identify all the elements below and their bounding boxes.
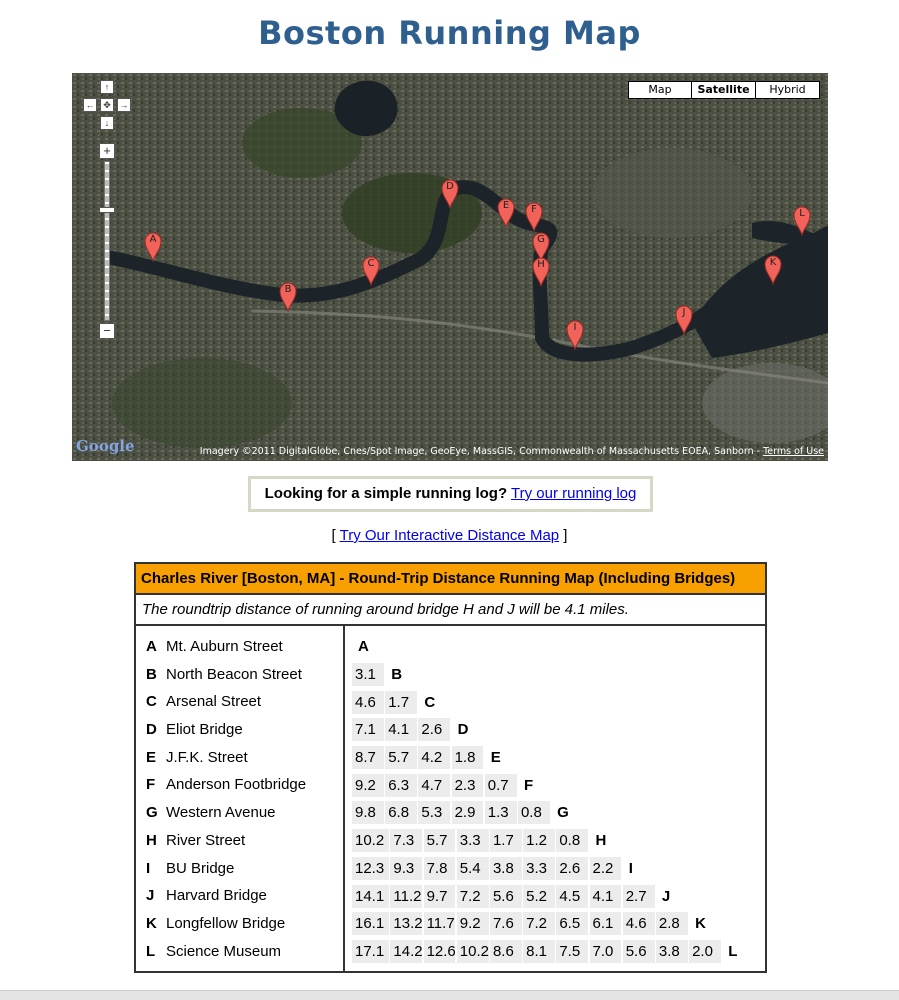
location-row: [146, 633, 306, 661]
marker-label: D: [446, 181, 454, 192]
map-marker-k[interactable]: [764, 255, 782, 285]
distance-cell: 5.6: [623, 940, 655, 963]
distance-cell: 4.6: [352, 691, 384, 714]
location-row: [146, 688, 306, 716]
distance-cell: 2.9: [452, 801, 484, 824]
location-row: [146, 771, 306, 799]
pan-right-icon[interactable]: →: [117, 98, 131, 112]
matrix-row: [352, 910, 755, 938]
map-marker-a[interactable]: [144, 232, 162, 262]
distance-cell: 2.8: [656, 912, 688, 935]
distance-cell: 9.2: [457, 912, 489, 935]
distance-cell: 4.1: [385, 718, 417, 741]
diagonal-letter: H: [595, 832, 607, 850]
location-row: [146, 855, 306, 883]
distance-cell: 11.7: [424, 912, 456, 935]
location-row: [146, 661, 306, 689]
map-marker-c[interactable]: [362, 256, 380, 286]
distance-table-note: The roundtrip distance of running around bridge H and J will be 4.1 miles.: [136, 595, 765, 626]
location-row: [146, 716, 306, 744]
distance-cell: 7.0: [590, 940, 622, 963]
location-letter: H: [146, 831, 157, 849]
bracket-close: ]: [563, 527, 568, 544]
map-marker-b[interactable]: [279, 282, 297, 312]
map-marker-i[interactable]: [566, 320, 584, 350]
distance-cell: 8.1: [523, 940, 555, 963]
running-log-link[interactable]: Try our running log: [511, 485, 637, 502]
map-type-hybrid-button[interactable]: Hybrid: [756, 81, 820, 99]
distance-cell: 13.2: [390, 912, 422, 935]
location-name: Eliot Bridge: [166, 721, 243, 739]
location-row: [146, 938, 306, 966]
distance-cell: 3.1: [352, 663, 384, 686]
distance-cell: 4.5: [556, 885, 588, 908]
diagonal-letter: E: [490, 749, 501, 767]
distance-cell: 5.2: [523, 885, 555, 908]
location-row: [146, 882, 306, 910]
location-letter: J: [146, 887, 155, 905]
distance-cell: 3.8: [656, 940, 688, 963]
location-name: Western Avenue: [166, 804, 276, 822]
location-name: River Street: [166, 831, 246, 849]
matrix-row: [352, 827, 755, 855]
distance-cell: 0.7: [485, 774, 517, 797]
location-letter: C: [146, 693, 157, 711]
map-type-map-button[interactable]: Map: [628, 81, 692, 99]
matrix-row: [352, 688, 755, 716]
location-name: Anderson Footbridge: [166, 776, 307, 794]
distance-cell: 2.6: [556, 857, 588, 880]
distance-cell: 12.3: [352, 857, 389, 880]
distance-cell: 1.7: [385, 691, 417, 714]
distance-cell: 14.1: [352, 885, 389, 908]
diagonal-letter: J: [661, 887, 671, 905]
distance-cell: 4.7: [418, 774, 450, 797]
marker-label: A: [149, 234, 157, 245]
matrix-row: [352, 771, 755, 799]
distance-cell: 6.5: [556, 912, 588, 935]
distance-cell: 9.8: [352, 801, 384, 824]
distance-cell: 7.1: [352, 718, 384, 741]
distance-cell: 17.1: [352, 940, 389, 963]
map-type-control: [628, 81, 820, 99]
marker-label: G: [537, 234, 545, 245]
running-log-promo: [248, 476, 653, 512]
map-marker-d[interactable]: [441, 179, 459, 209]
interactive-map-promo: [0, 527, 899, 544]
satellite-map[interactable]: [72, 73, 828, 461]
location-row: [146, 827, 306, 855]
location-list: [146, 633, 306, 965]
distance-cell: 0.8: [518, 801, 550, 824]
distance-table-header: Charles River [Boston, MA] - Round-Trip Distance Running Map (Including Bridges): [136, 564, 765, 595]
distance-cell: 0.8: [556, 829, 588, 852]
distance-cell: 5.3: [418, 801, 450, 824]
marker-label: J: [682, 307, 686, 318]
distance-cell: 2.7: [623, 885, 655, 908]
diagonal-letter: F: [523, 776, 534, 794]
map-marker-l[interactable]: [793, 206, 811, 236]
matrix-row: [352, 882, 755, 910]
pan-control: [80, 80, 134, 136]
distance-cell: 1.8: [452, 746, 484, 769]
google-logo[interactable]: Google: [76, 437, 135, 455]
distance-cell: 9.3: [390, 857, 422, 880]
distance-cell: 8.7: [352, 746, 384, 769]
marker-label: I: [573, 322, 577, 333]
distance-cell: 7.3: [390, 829, 422, 852]
location-letter: K: [146, 914, 157, 932]
distance-cell: 4.6: [623, 912, 655, 935]
location-letter: F: [146, 776, 156, 794]
location-name: North Beacon Street: [166, 665, 302, 683]
distance-cell: 7.6: [490, 912, 522, 935]
distance-cell: 10.2: [352, 829, 389, 852]
location-name: Longfellow Bridge: [166, 914, 286, 932]
distance-cell: 1.2: [523, 829, 555, 852]
diagonal-letter: D: [457, 721, 469, 739]
distance-cell: 8.6: [490, 940, 522, 963]
zoom-track[interactable]: [104, 161, 110, 321]
pan-left-icon[interactable]: ←: [83, 98, 97, 112]
diagonal-letter: A: [358, 638, 369, 656]
diagonal-letter: L: [728, 942, 738, 960]
diagonal-letter: G: [557, 804, 569, 822]
distance-cell: 11.2: [390, 885, 422, 908]
marker-label: H: [537, 259, 545, 270]
distance-cell: 7.8: [424, 857, 456, 880]
satellite-imagery: [72, 73, 828, 461]
location-name: J.F.K. Street: [166, 748, 248, 766]
distance-cell: 1.3: [485, 801, 517, 824]
page-title: Boston Running Map: [258, 14, 641, 52]
location-letter: A: [146, 638, 157, 655]
distance-cell: 12.6: [424, 940, 456, 963]
pan-up-icon[interactable]: ↑: [100, 80, 114, 94]
distance-cell: 14.2: [390, 940, 422, 963]
location-letter: D: [146, 721, 157, 739]
distance-cell: 5.6: [490, 885, 522, 908]
zoom-out-button[interactable]: −: [99, 323, 115, 339]
attribution-text: Imagery ©2011 DigitalGlobe, Cnes/Spot Image, GeoEye, MassGIS, Commonwealth of Massachusetts EOEA, Sanborn -: [199, 446, 761, 457]
location-letter: G: [146, 804, 158, 822]
matrix-row: [352, 661, 755, 689]
column-divider: [343, 626, 345, 971]
distance-cell: 4.2: [418, 746, 450, 769]
matrix-row: [352, 799, 755, 827]
diagonal-letter: C: [424, 693, 436, 711]
map-marker-e[interactable]: [497, 198, 515, 228]
distance-cell: 6.3: [385, 774, 417, 797]
distance-cell: 1.7: [490, 829, 522, 852]
distance-cell: 5.4: [457, 857, 489, 880]
marker-label: K: [769, 257, 777, 268]
diagonal-letter: K: [695, 915, 706, 933]
bracket-open: [: [331, 527, 336, 544]
location-row: [146, 910, 306, 938]
distance-table-body: [136, 626, 765, 971]
distance-cell: 5.7: [424, 829, 456, 852]
location-letter: E: [146, 748, 157, 766]
location-name: Arsenal Street: [166, 693, 262, 711]
matrix-row: [352, 744, 755, 772]
marker-label: C: [367, 258, 375, 269]
distance-cell: 6.8: [385, 801, 417, 824]
location-row: [146, 744, 306, 772]
zoom-control: [99, 143, 117, 343]
matrix-row: [352, 716, 755, 744]
browser-status-bar: [0, 990, 899, 1000]
pan-center-icon[interactable]: ✥: [100, 98, 114, 112]
distance-cell: 5.7: [385, 746, 417, 769]
map-marker-j[interactable]: [675, 305, 693, 335]
distance-cell: 7.2: [523, 912, 555, 935]
zoom-in-button[interactable]: +: [99, 143, 115, 159]
diagonal-letter: I: [628, 859, 633, 877]
location-name: BU Bridge: [166, 859, 235, 877]
distance-matrix: [352, 633, 755, 965]
location-letter: B: [146, 665, 157, 683]
distance-cell: 9.2: [352, 774, 384, 797]
map-marker-h[interactable]: [532, 257, 550, 287]
zoom-thumb[interactable]: [99, 207, 115, 213]
distance-cell: 4.1: [590, 885, 622, 908]
matrix-row: [352, 633, 755, 661]
location-name: Science Museum: [166, 942, 282, 960]
diagonal-letter: B: [391, 666, 403, 684]
marker-label: B: [284, 284, 292, 295]
map-marker-f[interactable]: [525, 202, 543, 232]
map-type-satellite-button[interactable]: Satellite: [692, 81, 756, 99]
distance-cell: 2.0: [689, 940, 721, 963]
distance-cell: 2.2: [590, 857, 622, 880]
location-letter: L: [146, 942, 156, 960]
marker-label: E: [502, 200, 510, 211]
distance-cell: 16.1: [352, 912, 389, 935]
location-row: [146, 799, 306, 827]
pan-down-icon[interactable]: ↓: [100, 116, 114, 130]
location-name: Harvard Bridge: [166, 887, 267, 905]
distance-cell: 3.3: [523, 857, 555, 880]
running-log-question: Looking for a simple running log?: [264, 485, 508, 502]
matrix-row: [352, 855, 755, 883]
distance-cell: 7.2: [457, 885, 489, 908]
distance-cell: 2.6: [418, 718, 450, 741]
distance-cell: 3.8: [490, 857, 522, 880]
distance-cell: 9.7: [424, 885, 456, 908]
matrix-row: [352, 938, 755, 966]
location-letter: I: [146, 859, 151, 877]
distance-cell: 3.3: [457, 829, 489, 852]
marker-label: F: [531, 204, 537, 215]
distance-cell: 7.5: [556, 940, 588, 963]
distance-cell: 6.1: [590, 912, 622, 935]
distance-table: [134, 562, 767, 973]
distance-cell: 2.3: [452, 774, 484, 797]
location-name: Mt. Auburn Street: [166, 638, 283, 655]
map-attribution: [200, 446, 824, 457]
marker-label: L: [799, 208, 805, 219]
interactive-distance-map-link[interactable]: Try Our Interactive Distance Map: [339, 527, 560, 544]
terms-of-use-link[interactable]: Terms of Use: [763, 446, 824, 457]
distance-cell: 10.2: [457, 940, 489, 963]
